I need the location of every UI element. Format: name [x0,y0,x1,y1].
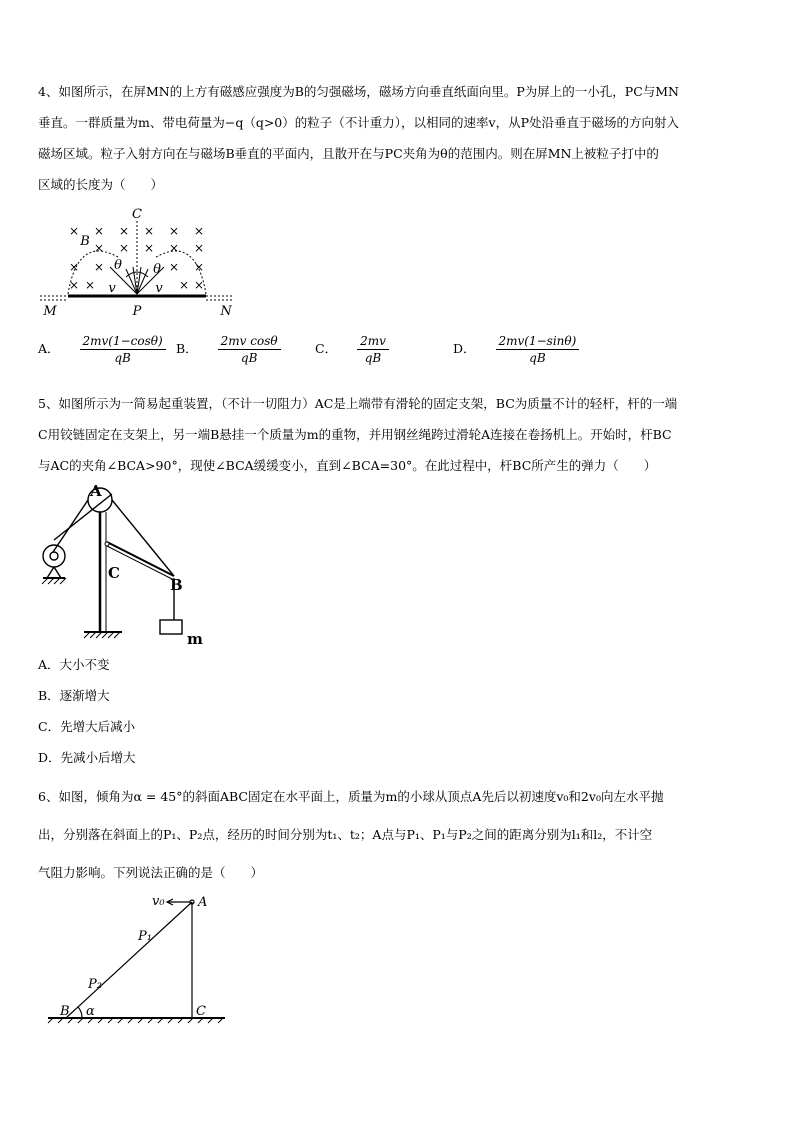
q5-label-a: A [90,482,102,500]
q4-label-b: B [80,234,90,249]
q4-label-v: v [108,281,116,296]
q4-option-a-fraction: $\frac{2mv(1-\cos\theta)}{qB}$ [80,334,166,365]
q5-option-b[interactable]: B．逐渐增大 [38,688,110,703]
q6-label-alpha: α [86,1004,95,1019]
q4-cross: × [93,260,105,274]
q4-cross: × [68,224,80,238]
q4-label-n: N [220,304,232,319]
q4-cross: × [118,224,130,238]
q4-label-c: C [132,207,142,222]
q4-option-b[interactable]: B． $\frac{\text{2mv cosθ}}{qB}$ [176,334,281,365]
q6-label-a: A [198,895,208,910]
q4-cross: × [193,241,205,255]
q4-cross: × [68,260,80,274]
q4-cross: × [143,224,155,238]
q6-figure [40,888,230,1028]
q4-label-theta: θ [153,262,161,277]
q4-label-m: M [43,304,57,319]
q6-label-b: B [60,1004,70,1019]
q4-text: 4、如图所示，在屏MN的上方有磁感应强度为B的匀强磁场，磁场方向垂直纸面向里。P为屏上的一小孔，PC与MN 垂直。一群质量为m、带电荷量为−q（q>0）的粒子（不计重力），以相同的速率v，从P处沿垂直于磁场的方向射入 磁场区域。粒子入射方向在与磁场B垂直的平面内，且散开在与PC夹角为θ的范围内。则在屏MN上被粒子打中的 区域的长度为（ ） [38,84,679,192]
q4-label-theta: θ [114,258,122,273]
q4-option-a[interactable]: A． $\frac{2mv(1-\cos\theta)}{qB}$ [38,334,166,365]
q5-option-d[interactable]: D．先减小后增大 [38,750,136,765]
q4-cross: × [193,278,205,292]
q4-option-c-fraction: $\frac{2mv}{qB}$ [357,334,389,365]
q4-label-v: v [155,281,163,296]
q4-cross: × [93,224,105,238]
q5-option-c[interactable]: C．先增大后减小 [38,719,136,734]
q4-cross: × [68,278,80,292]
q4-cross: × [118,241,130,255]
q4-cross: × [193,224,205,238]
q5-figure [38,482,218,652]
q4-cross: × [93,241,105,255]
q4-option-b-fraction: $\frac{\text{2mv cosθ}}{qB}$ [218,334,281,365]
q5-label-b: B [170,576,183,594]
q4-cross: × [143,241,155,255]
q4-option-d[interactable]: D． $\frac{2mv(1-\sin\theta)}{qB}$ [453,334,579,365]
q5-text: 5、如图所示为一简易起重装置，（不计一切阻力）AC是上端带有滑轮的固定支架，BC为质量不计的轻杆，杆的一端 C用铰链固定在支架上，另一端B悬挂一个质量为m的重物，并用钢丝绳跨过滑轮A连接在卷扬机上。开始时，杆BC 与AC的夹角∠BCA>90°，现使∠BCA缓缓变小，直到∠BCA=30°。在此过程中，杆BC所产生的弹力（ ） [38,396,678,473]
q4-cross: × [168,260,180,274]
q4-figure [38,205,238,320]
q6-label-c: C [196,1004,206,1019]
q4-cross: × [193,260,205,274]
q4-cross: × [168,224,180,238]
q4-cross: × [178,278,190,292]
q5-option-a[interactable]: A．大小不变 [38,657,110,672]
q6-label-p1: P₁ [138,929,152,944]
q4-cross: × [84,278,96,292]
q6-label-v0: v₀ [152,894,165,909]
q5-label-m: m [187,630,203,648]
q4-option-d-fraction: $\frac{2mv(1-\sin\theta)}{qB}$ [496,334,580,365]
q6-label-p2: P₂ [88,977,102,992]
q6-text: 6、如图，倾角为α = 45°的斜面ABC固定在水平面上，质量为m的小球从顶点A先后以初速度v₀和2v₀向左水平抛 出，分别落在斜面上的P₁、P₂点，经历的时间分别为t₁、t₂；A点与P₁、P₁与P₂之间的距离分别为l₁和l₂，不计空 气阻力影响。下列说法正确的是（ ） [38,789,664,880]
q4-option-c[interactable]: C． $\frac{2mv}{qB}$ [315,334,389,365]
q4-label-p: P [132,304,142,319]
q5-label-c: C [108,564,120,582]
q4-cross: × [168,241,180,255]
